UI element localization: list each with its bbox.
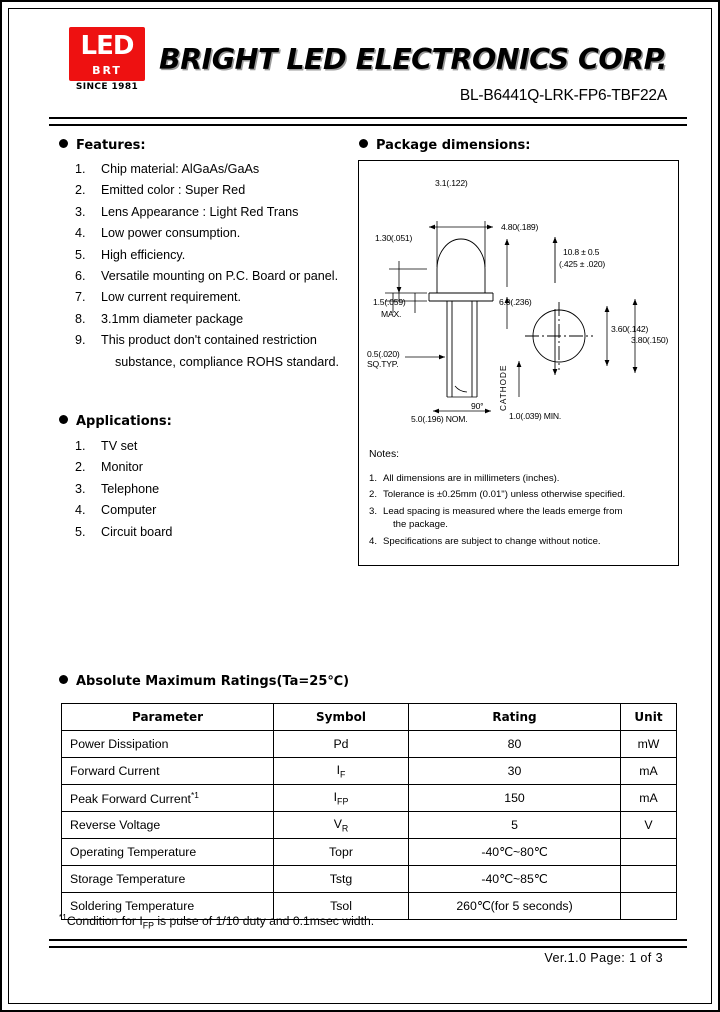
dim-lead-spacing: 5.0(.196) NOM. bbox=[411, 414, 468, 424]
list-item-label: Chip material: AlGaAs/GaAs bbox=[101, 162, 260, 176]
list-item-number: 2. bbox=[75, 183, 86, 198]
cell-parameter: Soldering Temperature bbox=[62, 893, 274, 920]
cell-symbol bbox=[274, 812, 409, 839]
bullet-icon bbox=[59, 675, 68, 684]
note-item bbox=[369, 488, 674, 501]
cell-unit bbox=[621, 839, 677, 866]
bullet-icon bbox=[59, 415, 68, 424]
applications-heading-label: Applications: bbox=[76, 414, 172, 429]
note-label-continuation: the package. bbox=[393, 519, 448, 531]
list-item-number: 4. bbox=[75, 226, 86, 241]
logo-since-text: SINCE 1981 bbox=[75, 82, 139, 92]
list-item bbox=[75, 266, 355, 287]
list-item bbox=[75, 479, 355, 500]
footnote-text-b: is pulse of 1/10 duty and 0.1msec width. bbox=[153, 914, 375, 929]
list-item bbox=[75, 330, 355, 351]
list-item bbox=[75, 223, 355, 244]
list-item-number: 5. bbox=[75, 247, 86, 262]
table-footnote bbox=[59, 912, 374, 931]
symbol-base: V bbox=[333, 816, 342, 831]
package-dimensions-heading-label: Package dimensions: bbox=[376, 138, 531, 153]
note-label: Specifications are subject to change without notice. bbox=[383, 535, 601, 547]
list-item bbox=[75, 500, 355, 521]
list-item bbox=[75, 309, 355, 330]
cell-unit: mA bbox=[621, 758, 677, 785]
dim-lead-angle: 90° bbox=[471, 401, 484, 411]
features-heading bbox=[59, 138, 146, 153]
applications-heading bbox=[59, 414, 172, 429]
cell-rating: 80 bbox=[409, 731, 621, 758]
dim-lead-length-inch: (.425 ± .020) bbox=[559, 259, 606, 269]
list-item-label: Monitor bbox=[101, 460, 143, 475]
bullet-icon bbox=[359, 139, 368, 148]
note-number: 3. bbox=[369, 505, 378, 517]
list-item-number: 1. bbox=[75, 439, 86, 453]
column-header-parameter: Parameter bbox=[62, 704, 274, 731]
package-drawing-panel bbox=[358, 160, 679, 566]
list-item-number: 6. bbox=[75, 269, 86, 284]
cell-parameter: Operating Temperature bbox=[62, 839, 274, 866]
dim-flange-max: 1.5(.059) bbox=[373, 297, 406, 307]
list-item-label: TV set bbox=[101, 439, 138, 453]
note-label: All dimensions are in millimeters (inches). bbox=[383, 473, 560, 484]
package-dimensions-heading bbox=[359, 138, 530, 153]
cell-unit bbox=[621, 893, 677, 920]
table-row bbox=[62, 812, 677, 839]
list-item-label: Circuit board bbox=[101, 524, 173, 539]
footnote-text-a: Condition for bbox=[66, 914, 140, 929]
dim-lead-square-typ: SQ.TYP. bbox=[367, 359, 399, 369]
company-logo bbox=[61, 27, 153, 92]
page-header bbox=[9, 9, 711, 113]
dim-lead-length: 10.8 ± 0.5 bbox=[563, 247, 600, 257]
table-row bbox=[62, 785, 677, 812]
dim-lead-square: 0.5(.020) bbox=[367, 349, 400, 359]
label-cathode: CATHODE bbox=[499, 364, 508, 411]
cell-symbol bbox=[274, 785, 409, 812]
cell-symbol bbox=[274, 731, 409, 758]
list-item bbox=[75, 457, 355, 478]
dim-base-dia-min: 3.60(.142) bbox=[611, 324, 649, 334]
cell-rating: 30 bbox=[409, 758, 621, 785]
note-label: Tolerance is ±0.25mm (0.01") unless otherwise specified. bbox=[383, 489, 626, 501]
page-inner-border bbox=[8, 8, 712, 1004]
note-number: 2. bbox=[369, 489, 378, 501]
table-row bbox=[62, 758, 677, 785]
dim-body-total: 6.0(.236) bbox=[499, 297, 532, 307]
list-item-number: 8. bbox=[75, 311, 86, 326]
column-header-rating: Rating bbox=[409, 704, 621, 731]
list-item bbox=[75, 522, 355, 543]
dim-lead-straight: 1.0(.039) MIN. bbox=[509, 411, 562, 421]
features-heading-label: Features: bbox=[76, 138, 146, 153]
column-header-unit: Unit bbox=[621, 704, 677, 731]
dim-base-dia-max: 3.80(.150) bbox=[631, 335, 669, 345]
dim-flange-thickness: 1.30(.051) bbox=[375, 233, 413, 243]
table-row bbox=[62, 866, 677, 893]
note-label: Lead spacing is measured where the leads emerge from bbox=[383, 505, 623, 517]
list-item bbox=[75, 436, 355, 457]
list-item-number: 3. bbox=[75, 481, 86, 496]
absolute-maximum-ratings-table bbox=[61, 703, 677, 920]
symbol-base: Tsol bbox=[330, 899, 352, 913]
footer-divider bbox=[49, 939, 687, 948]
cell-unit: mW bbox=[621, 731, 677, 758]
list-item-number: 9. bbox=[75, 333, 86, 348]
cell-rating: 150 bbox=[409, 785, 621, 812]
cell-symbol bbox=[274, 758, 409, 785]
footnote-marker: *1 bbox=[190, 789, 199, 800]
list-item-label: Low current requirement. bbox=[101, 290, 241, 305]
list-item-label: Emitted color : Super Red bbox=[101, 183, 246, 198]
cell-parameter bbox=[62, 785, 274, 812]
table-row bbox=[62, 731, 677, 758]
symbol-base: Topr bbox=[329, 845, 353, 859]
logo-led-text: LED bbox=[80, 31, 134, 61]
note-number: 4. bbox=[369, 535, 378, 547]
dim-dome-width: 3.1(.122) bbox=[435, 178, 468, 188]
dim-body-height: 4.80(.189) bbox=[501, 222, 539, 232]
list-item-label: Lens Appearance : Light Red Trans bbox=[101, 204, 299, 219]
ratings-heading-label: Absolute Maximum Ratings(Ta=25℃) bbox=[76, 674, 350, 689]
part-number: BL-B6441Q-LRK-FP6-TBF22A bbox=[459, 87, 667, 104]
list-item-label: Telephone bbox=[101, 481, 160, 496]
list-item bbox=[75, 245, 355, 266]
list-item-label: Computer bbox=[101, 503, 157, 518]
list-item-number: 7. bbox=[75, 290, 86, 305]
list-item-number: 4. bbox=[75, 503, 86, 518]
cell-parameter: Reverse Voltage bbox=[62, 812, 274, 839]
list-item-label: Low power consumption. bbox=[101, 226, 241, 241]
symbol-subscript: R bbox=[341, 823, 349, 834]
symbol-subscript: FP bbox=[337, 796, 349, 807]
cell-rating: 260℃(for 5 seconds) bbox=[409, 893, 621, 920]
symbol-base: Tstg bbox=[329, 872, 353, 886]
list-item-number: 3. bbox=[75, 204, 86, 219]
table-row bbox=[62, 839, 677, 866]
list-item bbox=[75, 159, 355, 180]
list-item-number: 5. bbox=[75, 524, 86, 539]
cell-rating: 5 bbox=[409, 812, 621, 839]
cell-symbol bbox=[274, 839, 409, 866]
cell-rating: -40℃~80℃ bbox=[409, 839, 621, 866]
cell-unit: mA bbox=[621, 785, 677, 812]
list-item-label: 3.1mm diameter package bbox=[101, 311, 244, 326]
column-header-symbol: Symbol bbox=[274, 704, 409, 731]
parameter-label: Peak Forward Current bbox=[70, 792, 191, 807]
list-item-number: 2. bbox=[75, 460, 86, 475]
list-item-label: High efficiency. bbox=[101, 247, 186, 262]
footnote-marker: *1 bbox=[59, 912, 67, 922]
footer-version: Ver.1.0 Page: 1 of 3 bbox=[544, 951, 663, 965]
cell-unit: V bbox=[621, 812, 677, 839]
drawing-notes bbox=[369, 449, 674, 551]
cell-rating: -40℃~85℃ bbox=[409, 866, 621, 893]
footnote-symbol: I bbox=[139, 914, 143, 929]
list-item bbox=[75, 180, 355, 201]
ratings-heading bbox=[59, 674, 349, 689]
note-item bbox=[369, 535, 674, 548]
footnote-symbol-subscript: FP bbox=[142, 920, 154, 931]
symbol-base: I bbox=[333, 789, 338, 804]
list-item-label: substance, compliance ROHS standard. bbox=[115, 354, 340, 369]
note-item bbox=[369, 505, 674, 532]
note-item bbox=[369, 472, 674, 485]
notes-title: Notes: bbox=[369, 449, 400, 460]
cell-parameter: Forward Current bbox=[62, 758, 274, 785]
list-item bbox=[75, 287, 355, 308]
symbol-base: I bbox=[336, 762, 340, 777]
list-item-continuation bbox=[75, 352, 355, 373]
applications-list bbox=[75, 436, 355, 543]
dim-flange-max-note: MAX. bbox=[381, 309, 402, 319]
cell-symbol bbox=[274, 866, 409, 893]
cell-parameter: Storage Temperature bbox=[62, 866, 274, 893]
table-header-row bbox=[62, 704, 677, 731]
bullet-icon bbox=[59, 139, 68, 148]
list-item-label: Versatile mounting on P.C. Board or panel. bbox=[101, 269, 339, 284]
list-item-number: 1. bbox=[75, 162, 86, 176]
features-list bbox=[75, 159, 355, 373]
led-brt-logo-icon bbox=[69, 27, 145, 81]
cell-parameter: Power Dissipation bbox=[62, 731, 274, 758]
note-number: 1. bbox=[369, 473, 378, 484]
header-divider bbox=[49, 117, 687, 126]
list-item-label: This product don't contained restriction bbox=[101, 333, 317, 348]
list-item bbox=[75, 202, 355, 223]
logo-brt-text: BRT bbox=[92, 64, 122, 77]
symbol-base: Pd bbox=[333, 737, 349, 751]
symbol-subscript: F bbox=[340, 769, 346, 780]
company-title: BRIGHT LED ELECTRONICS CORP. bbox=[159, 43, 667, 76]
cell-unit bbox=[621, 866, 677, 893]
